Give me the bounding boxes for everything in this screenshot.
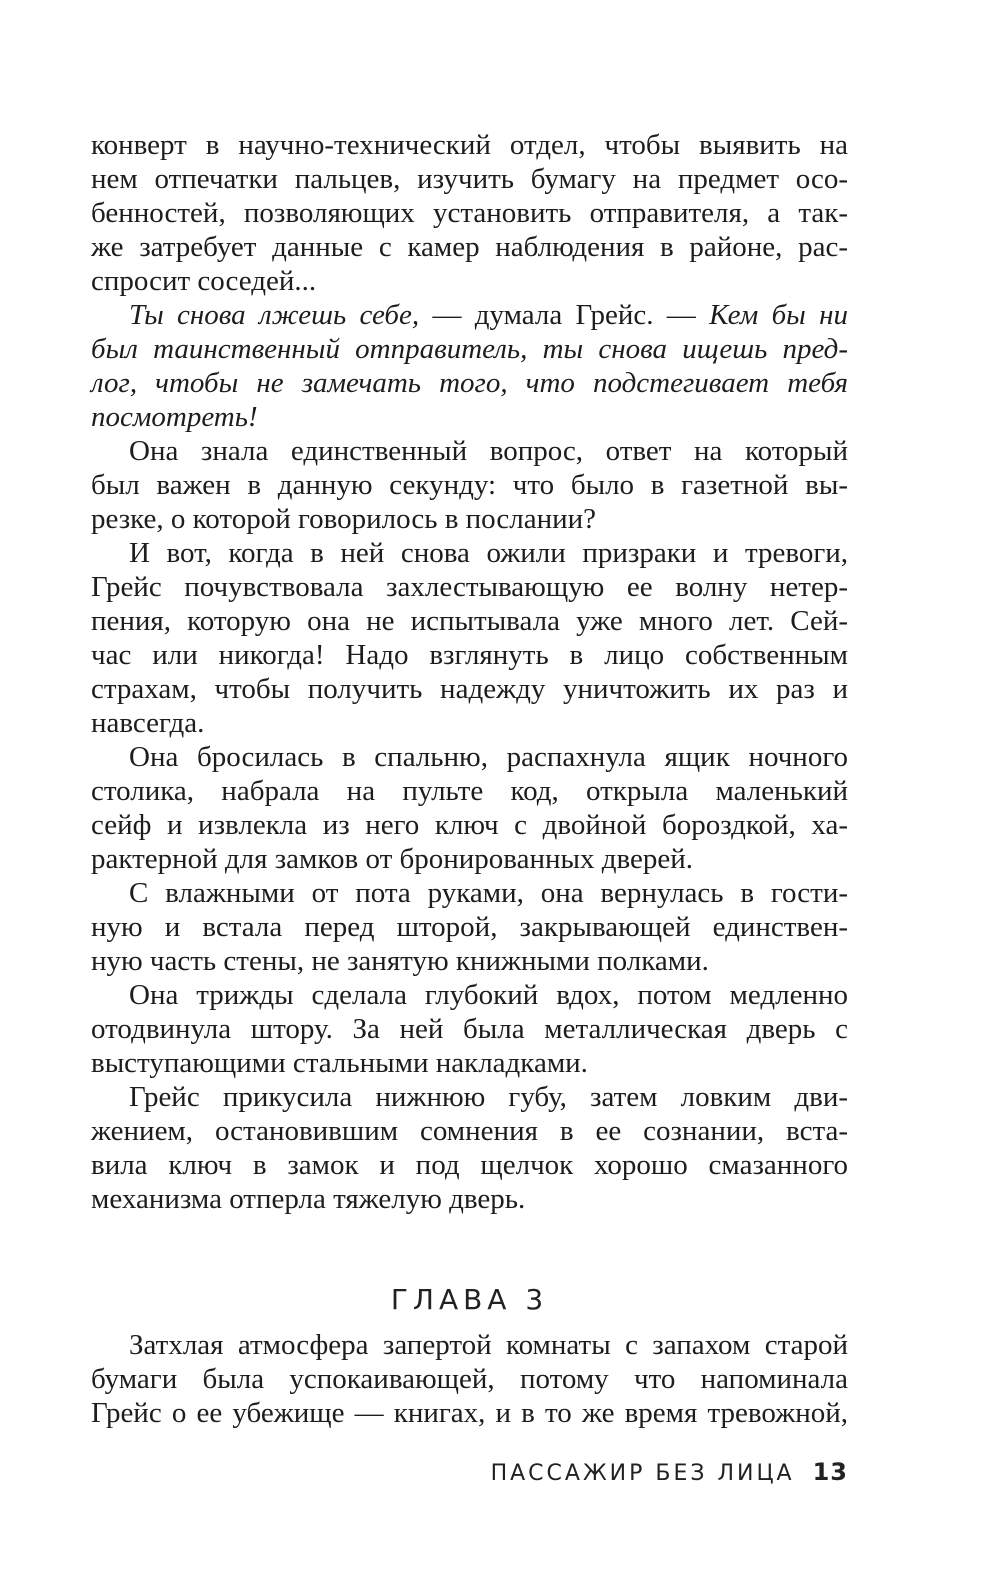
text-line: страхам, чтобы получить надежду уничтожить их раз и xyxy=(91,673,848,705)
text-line: же затребует данные с камер наблюдения в районе, рас- xyxy=(91,231,848,263)
page-footer xyxy=(491,1458,848,1488)
text-line: сейф и извлекла из него ключ с двойной бороздкой, ха- xyxy=(91,809,848,841)
text-line: ную и встала перед шторой, закрывающей единствен- xyxy=(91,911,848,943)
text-line-italic xyxy=(91,298,848,332)
text-line: резке, о которой говорилось в послании? xyxy=(91,503,597,535)
text-line: выступающими стальными накладками. xyxy=(91,1047,588,1079)
text-line-italic: посмотреть! xyxy=(91,401,258,433)
paragraph-7 xyxy=(91,978,848,1080)
paragraph-4 xyxy=(91,536,848,740)
paragraph-6 xyxy=(91,876,848,978)
italic-fragment: Кем бы ни xyxy=(695,299,848,331)
paragraph-1 xyxy=(91,128,848,298)
text-line: Она бросилась в спальню, распахнула ящик ночного xyxy=(129,741,848,773)
text-line: навсегда. xyxy=(91,707,205,739)
text-line: рактерной для замков от бронированных дверей. xyxy=(91,843,694,875)
text-line: пения, которую она не испытывала уже много лет. Сей- xyxy=(91,605,848,637)
text-line: ную часть стены, не занятую книжными полками. xyxy=(91,945,709,977)
text-line: спросит соседей... xyxy=(91,265,317,297)
text-line: И вот, когда в ней снова ожили призраки и тревоги, xyxy=(129,537,848,569)
text-line: час или никогда! Надо взглянуть в лицо собственным xyxy=(91,639,848,671)
text-line: столика, набрала на пульте код, открыла маленький xyxy=(91,775,848,807)
text-line: Затхлая атмосфера запертой комнаты с запахом старой xyxy=(129,1329,848,1361)
text-line-italic: был таинственный отправитель, ты снова ищешь пред- xyxy=(91,333,848,365)
text-line: нем отпечатки пальцев, изучить бумагу на предмет осо- xyxy=(91,163,848,195)
text-line-part xyxy=(129,299,848,331)
text-line: бумаги была успокаивающей, потому что напоминала xyxy=(91,1363,848,1395)
paragraph-2-italic-thought xyxy=(91,298,848,434)
chapter-heading: ГЛАВА 3 xyxy=(390,1283,549,1316)
text-line: С влажными от пота руками, она вернулась в гости- xyxy=(129,877,848,909)
running-title: ПАССАЖИР БЕЗ ЛИЦА xyxy=(490,1461,795,1486)
upright-fragment: — думала Грейс. — xyxy=(432,299,696,331)
text-line: Она знала единственный вопрос, ответ на который xyxy=(129,435,848,467)
text-line: механизма отперла тяжелую дверь. xyxy=(91,1183,526,1215)
italic-fragment: Ты снова лжешь себе, xyxy=(129,299,433,331)
body-text-chapter-start xyxy=(91,1328,848,1430)
text-line: Грейс прикусила нижнюю губу, затем ловким дви- xyxy=(129,1081,848,1113)
paragraph-8 xyxy=(91,1080,848,1216)
text-line: был важен в данную секунду: что было в газетной вы- xyxy=(91,469,848,501)
text-line: вила ключ в замок и под щелчок хорошо смазанного xyxy=(91,1149,848,1181)
text-line: конверт в научно-технический отдел, чтобы выявить на xyxy=(91,129,848,161)
text-line: жением, остановившим сомнения в ее сознании, вста- xyxy=(91,1115,848,1147)
text-line: отодвинула штору. За ней была металлическая дверь с xyxy=(91,1013,848,1045)
paragraph-3 xyxy=(91,434,848,536)
page-number: 13 xyxy=(812,1458,848,1486)
text-line: Грейс почувствовала захлестывающую ее волну нетер- xyxy=(91,571,848,603)
text-line: Она трижды сделала глубокий вдох, потом медленно xyxy=(129,979,848,1011)
body-text-top xyxy=(91,128,848,1216)
paragraph-5 xyxy=(91,740,848,876)
text-line: Грейс о ее убежище — книгах, и в то же время тревожной, xyxy=(91,1397,848,1429)
text-line-italic: лог, чтобы не замечать того, что подстегивает тебя xyxy=(91,367,848,399)
text-line: бенностей, позволяющих установить отправителя, а так- xyxy=(91,197,848,229)
